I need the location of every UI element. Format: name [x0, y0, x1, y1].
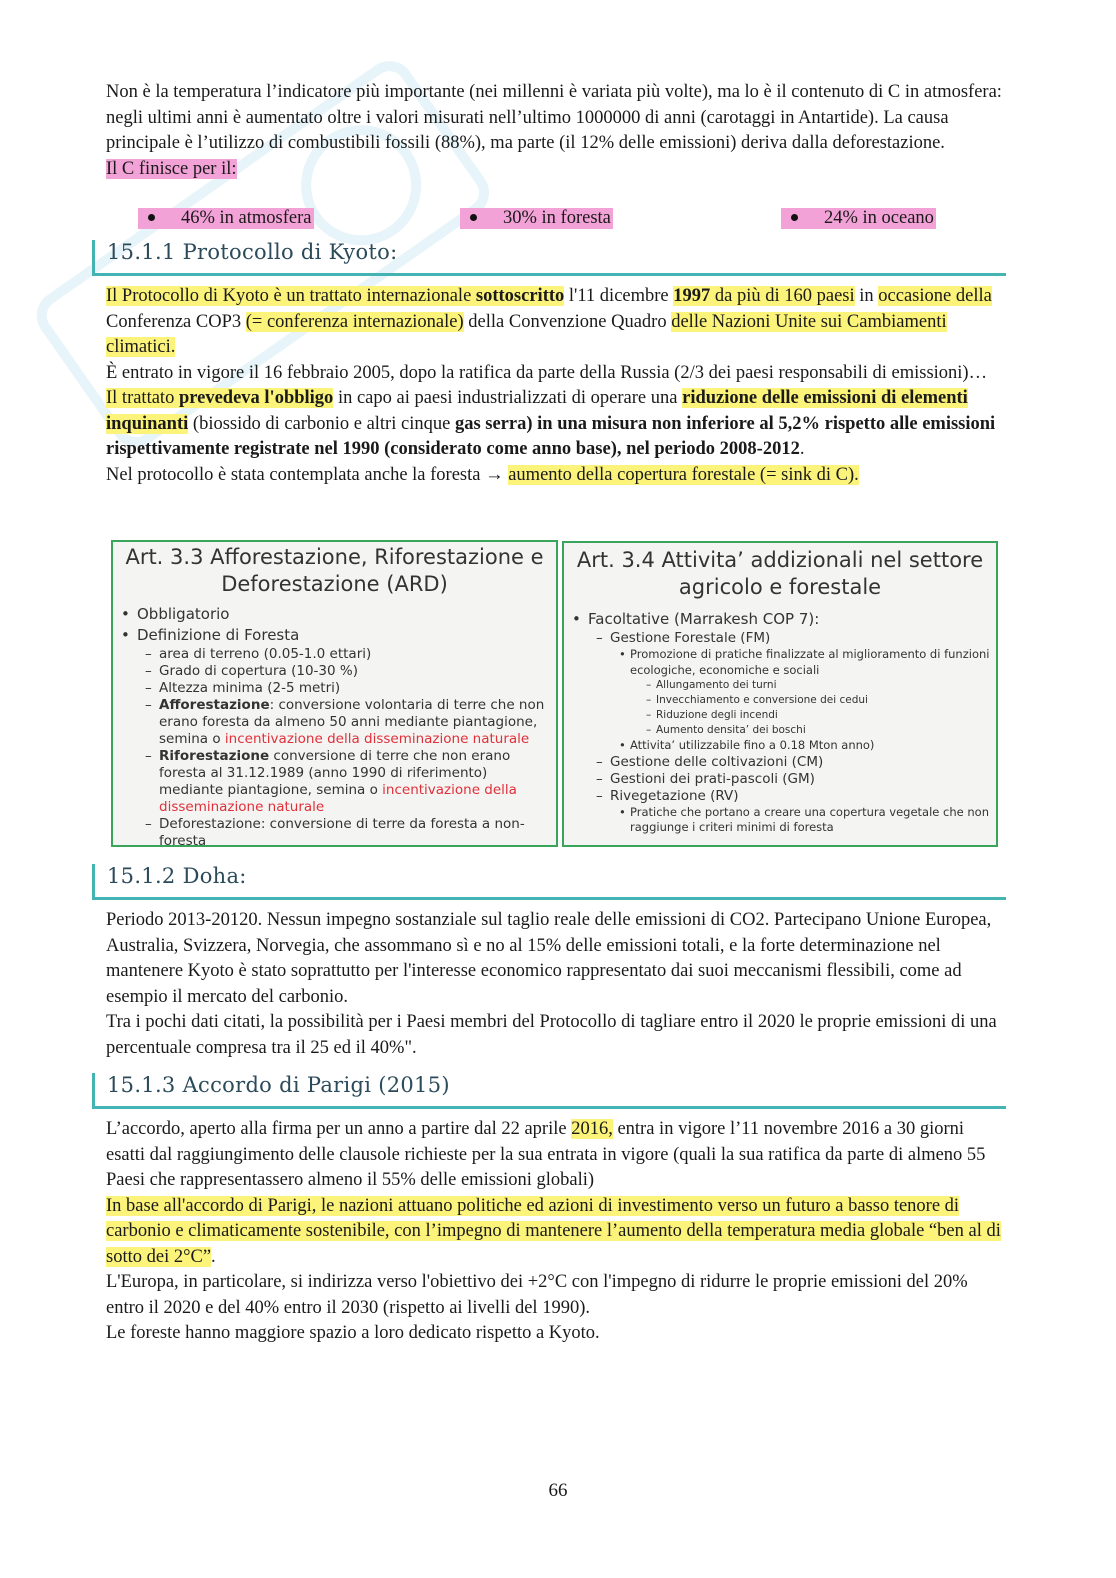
bullet-atmosfera: 46% in atmosfera: [138, 208, 314, 229]
definizione-item: • Definizione di Foresta: [119, 625, 550, 646]
parigi-paragraph-4: Le foreste hanno maggiore spazio a loro dedicato rispetto a Kyoto.: [106, 1323, 600, 1343]
arrow-icon: →: [485, 464, 504, 485]
doha-paragraph-2: Tra i pochi dati citati, la possibilità per i Paesi membri del Protocollo di tagliare entro il 2020 le proprie emissioni di una percentuale compresa tra il 25 ed il 40%".: [106, 1012, 997, 1058]
rivegetazione-item: – Rivegetazione (RV): [570, 788, 990, 805]
art-3-3-title: Art. 3.3 Afforestazione, Riforestazione e Deforestazione (ARD): [125, 545, 544, 596]
facoltative-item: • Facoltative (Marrakesh COP 7):: [570, 609, 990, 630]
heading-kyoto: [92, 240, 1006, 276]
copertura-item: – Grado di copertura (10-30 %): [119, 663, 550, 680]
aumento-densita-item: – Aumento densita’ dei boschi: [570, 723, 990, 738]
doha-paragraph-1: Periodo 2013-20120. Nessun impegno sostanziale sul taglio reale delle emissioni di CO2. Partecipano Unione Europea, Australia, Svizzera, Norvegia, che assommano sì e no al 15% delle emissioni totali, e la forte determinazione nel mantenere Kyoto è stato soprattutto per l'interesse economico rappresentato dai suoi meccanismi flessibili, come ad esempio il mercato del carbonio.: [106, 910, 992, 1007]
altezza-item: – Altezza minima (2-5 metri): [119, 680, 550, 697]
kyoto-paragraph-1: Il Protocollo di Kyoto è un trattato internazionale sottoscritto l'11 dicembre 1997 da più di 160 paesi in occasione della Conferenza COP3 (= conferenza internazionale) della Convenzione Quadro delle Nazioni Unite sui Cambiamenti climatici.: [106, 286, 992, 357]
parigi-paragraph-2: In base all'accordo di Parigi, le nazioni attuano politiche ed azioni di investimento verso un futuro a basso tenore di carbonio e climaticamente sostenibile, con l’impegno di mantenere l’aumento della temperatura media globale “ben al di sotto dei 2°C”.: [106, 1195, 1001, 1267]
heading-parigi: [92, 1073, 1006, 1109]
obbligatorio-item: • Obbligatorio: [119, 604, 550, 625]
parigi-section: [106, 1117, 1006, 1347]
prati-pascoli-item: – Gestioni dei prati-pascoli (GM): [570, 771, 990, 788]
mton-limit-item: • Attivita’ utilizzabile fino a 0.18 Mton anno): [570, 738, 990, 754]
deforestazione-item: – Deforestazione: conversione di terre da foresta a non-foresta: [119, 816, 550, 850]
coltivazioni-item: – Gestione delle coltivazioni (CM): [570, 754, 990, 771]
carbon-bullets: [106, 208, 1006, 234]
riduzione-incendi-item: – Riduzione degli incendi: [570, 708, 990, 723]
bullet-foresta: 30% in foresta: [460, 208, 613, 229]
invecchiamento-item: – Invecchiamento e conversione dei cedui: [570, 693, 990, 708]
heading-parigi-text: 15.1.3 Accordo di Parigi (2015): [107, 1073, 450, 1097]
kyoto-section: [106, 284, 1006, 488]
kyoto-paragraph-3: Il trattato prevedeva l'obbligo in capo ai paesi industrializzati di operare una riduzione delle emissioni di elementi inquinanti (biossido di carbonio e altri cinque gas serra) in una misura non inferiore al 5,2% rispetto alle emissioni rispettivamente registrate nel 1990 (considerato come anno base), nel periodo 2008-2012.: [106, 388, 996, 459]
art-3-3-box: [111, 540, 558, 847]
art-3-4-title: Art. 3.4 Attivita’ addizionali nel settore agricolo e forestale: [576, 548, 984, 599]
gestione-forestale-item: – Gestione Forestale (FM): [570, 630, 990, 647]
riforestazione-item: – Riforestazione conversione di terre che non erano foresta al 31.12.1989 (anno 1990 di riferimento) mediante piantagione, semina o incentivazione della disseminazione naturale: [119, 748, 550, 816]
parigi-paragraph-1: L’accordo, aperto alla firma per un anno a partire dal 22 aprile 2016, entra in vigore l’11 novembre 2016 a 30 giorni esatti dal raggiungimento delle clausole richieste per la sua entrata in vigore (quali la sua ratifica da parte di almeno 55 Paesi che rappresentassero almeno il 55% delle emissioni globali): [106, 1119, 986, 1190]
doha-section: [106, 908, 1006, 1061]
art-3-4-box: [562, 541, 998, 847]
heading-kyoto-text: 15.1.1 Protocollo di Kyoto:: [107, 240, 398, 264]
heading-doha-text: 15.1.2 Doha:: [107, 864, 247, 888]
carbon-fate-label: Il C finisce per il:: [106, 158, 237, 179]
parigi-paragraph-3: L'Europa, in particolare, si indirizza verso l'obiettivo dei +2°C con l'impegno di ridurre le proprie emissioni del 20% entro il 2020 e del 40% entro il 2030 (rispetto ai livelli del 1990).: [106, 1272, 968, 1318]
afforestazione-item: – Afforestazione: conversione volontaria di terre che non erano foresta da almeno 50 anni mediante piantagione, semina o incentivazione della disseminazione naturale: [119, 697, 550, 748]
promozione-item: • Promozione di pratiche finalizzate al miglioramento di funzioni ecologiche, economiche e sociali: [570, 647, 990, 678]
intro-paragraph: Non è la temperatura l’indicatore più importante (nei millenni è variata più volte), ma lo è il contenuto di C in atmosfera: negli ultimi anni è aumentato oltre i valori misurati nell’ultimo 1000000 di anni (carotaggi in Antartide). La causa principale è l’utilizzo di combustibili fossili (88%), ma parte (il 12% delle emissioni) deriva dalla deforestazione.: [106, 82, 1002, 153]
pratiche-item: • Pratiche che portano a creare una copertura vegetale che non raggiunge i criteri minimi di foresta: [570, 805, 990, 836]
kyoto-paragraph-4: Nel protocollo è stata contemplata anche la foresta → aumento della copertura forestale (= sink di C).: [106, 464, 859, 485]
allungamento-item: – Allungamento dei turni: [570, 678, 990, 693]
intro-section: [106, 80, 1006, 182]
kyoto-paragraph-2: È entrato in vigore il 16 febbraio 2005, dopo la ratifica da parte della Russia (2/3 dei paesi responsabili di emissioni)…: [106, 362, 988, 383]
bullet-oceano: 24% in oceano: [781, 208, 936, 229]
heading-doha: [92, 864, 1006, 900]
area-item: – area di terreno (0.05-1.0 ettari): [119, 646, 550, 663]
page-number: 66: [548, 1480, 568, 1501]
